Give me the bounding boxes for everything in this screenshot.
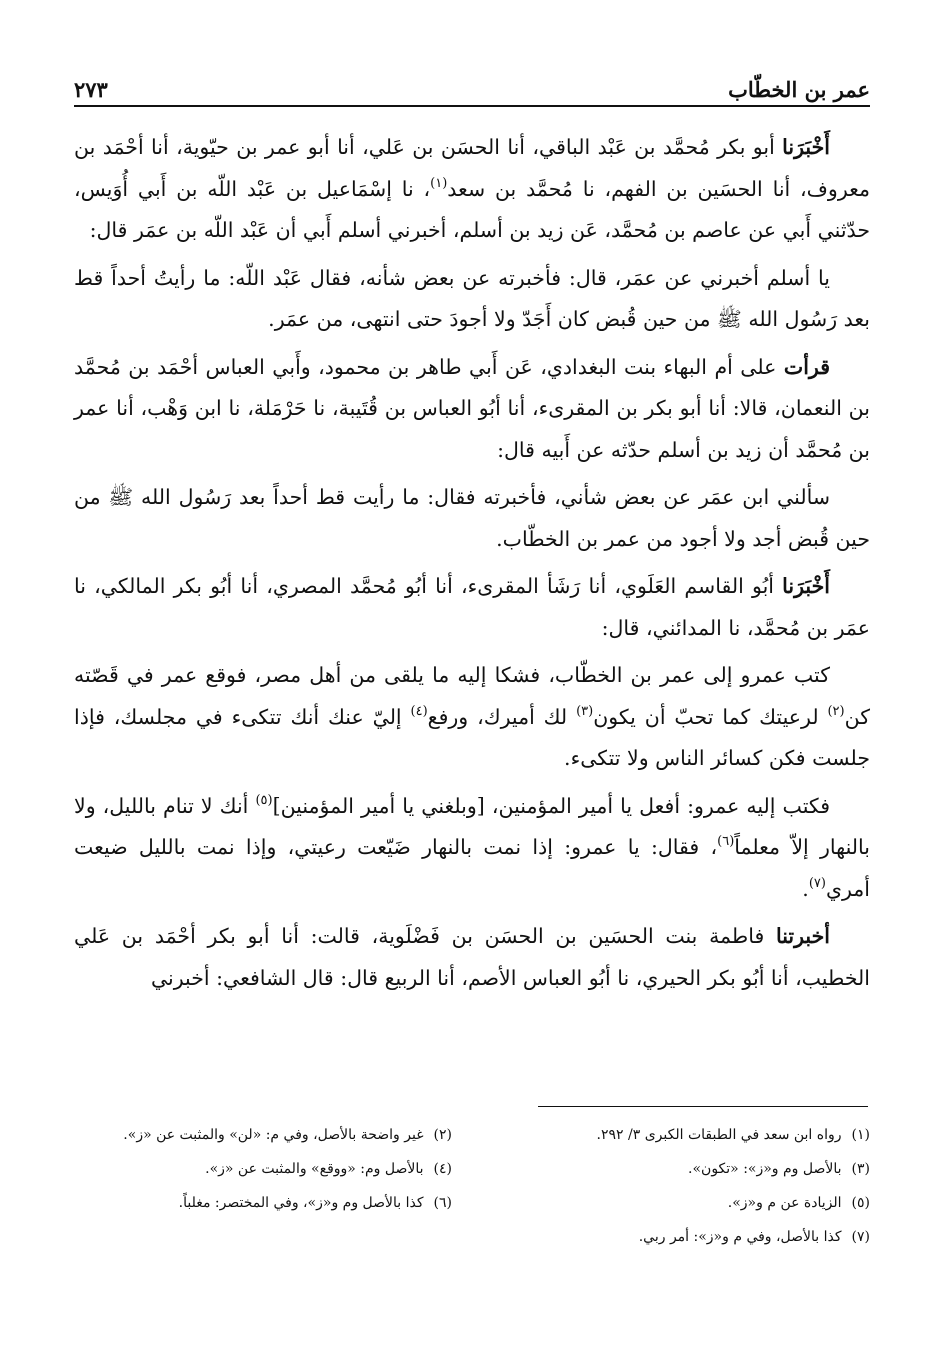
- paragraph-lead-word: أَخْبَرَنا: [782, 574, 830, 598]
- footnote-marker: (٣): [576, 703, 594, 719]
- text-segment: ، فقال: يا عمرو: إذا نمت بالنهار ضَيّعت رعيتي، وإذا نمت بالليل ضيعت أمري: [74, 835, 870, 901]
- footnote-number: (٥): [851, 1195, 870, 1211]
- footnote-item: [492, 1222, 870, 1252]
- footnote-marker: (٧): [808, 875, 826, 891]
- text-segment: فاطمة بنت الحسَين بن الحسَن بن فَضْلَوية، قالت: أنا أبو بكر أحْمَد بن عَلي الخطيب، أنا أبُو بكر الحيري، نا أبُو العباس الأصم، أنا الربيع قال: قال الشافعي: أخبرني: [74, 924, 870, 990]
- footnote-number: (١): [851, 1127, 870, 1143]
- footnote-marker: (٥): [255, 792, 273, 808]
- paragraph: [74, 916, 870, 999]
- footnote-item: [492, 1188, 870, 1218]
- text-segment: ، نا إسْمَاعيل بن عَبْد اللّه بن أَبي أُوَيس، حدّثني أَبي عن عاصم بن مُحمَّد، عَن زيد بن أسلم، أخبرني أسلم أَبي أن عَبْد اللّه بن عمَر قال:: [74, 176, 870, 242]
- footnote-item: [492, 1154, 870, 1184]
- footnote-text: بالأصل وم و«ز»: «تكون».: [688, 1161, 842, 1177]
- running-title: عمر بن الخطّاب: [728, 77, 870, 102]
- footnote-number: (٤): [433, 1161, 452, 1177]
- footnote-text: غير واضحة بالأصل، وفي م: «لن» والمثبت عن «ز».: [123, 1127, 424, 1143]
- footnote-separator: [538, 1106, 868, 1107]
- text-segment: إليّ عنك أنك تتكىء في مجلسك، فإذا جلست فكن كسائر الناس ولا تتكىء.: [74, 704, 870, 770]
- text-segment: أبُو القاسم العَلَوي، أنا رَشَأ المقرىء، أنا أبُو مُحمَّد المصري، أنا أبُو بكر المالكي، نا عمَر بن مُحمَّد، نا المدائني، قال:: [74, 574, 870, 640]
- paragraph: [74, 655, 870, 780]
- footnote-item: [492, 1120, 870, 1150]
- text-segment: لك أميرك، ورفع: [427, 704, 577, 729]
- paragraph-lead-word: قرأت: [783, 354, 830, 379]
- footnotes: [74, 1120, 870, 1252]
- text-segment: كتب عمرو إلى عمر بن الخطّاب، فشكا إليه ما يلقى من أهل مصر، فوقع عمر في قَصّته كن: [74, 663, 870, 729]
- footnote-marker: (١): [430, 175, 448, 191]
- footnote-text: كذا بالأصل، وفي م و«ز»: أمر ربي.: [638, 1229, 842, 1245]
- text-segment: .: [802, 876, 809, 901]
- footnote-marker: (٢): [827, 703, 845, 719]
- footnote-item: [74, 1188, 452, 1218]
- footnote-marker: (٦): [717, 834, 735, 849]
- text-segment: أبو بكر مُحمَّد بن عَبْد الباقي، أنا الحسَن بن عَلي، أنا أبو عمر بن حيّوية، أنا أحْمَد بن معروف، أنا الحسَين بن الفهم، نا مُحمَّد بن سعد: [74, 135, 870, 201]
- header-rule: [74, 105, 870, 107]
- footnote-item: [74, 1154, 452, 1184]
- footnote-item: [74, 1120, 452, 1150]
- footnote-number: (٢): [433, 1127, 452, 1143]
- paragraph: [74, 477, 870, 560]
- footnote-text: رواه ابن سعد في الطبقات الكبرى ٣/ ٢٩٢.: [596, 1127, 842, 1143]
- paragraph-lead-word: أَخْبَرَنا: [782, 135, 830, 159]
- text-segment: يا أسلم أخبرني عن عمَر، قال: فأخبرته عن بعض شأنه، فقال عَبْد اللّه: ما رأيتُ أحداً قط بعد رَسُول الله ﷺ من حين قُبض كان أَجَدّ ولا أجودَ حتى انتهى، من عمَر.: [74, 265, 870, 331]
- footnote-text: بالأصل وم: «ووقع» والمثبت عن «ز».: [205, 1161, 424, 1177]
- paragraph: [74, 786, 870, 911]
- footnote-number: (٧): [851, 1229, 870, 1245]
- footnote-text: الزيادة عن م و«ز».: [727, 1195, 842, 1211]
- footnote-marker: (٤): [410, 703, 428, 719]
- text-segment: أنك لا تنام بالليل، ولا بالنهار إلاّ معلماً: [74, 793, 871, 859]
- paragraph: [74, 127, 870, 252]
- text-segment: فكتب إليه عمرو: أفعل يا أمير المؤمنين، [وبلغني يا أمير المؤمنين]: [272, 793, 830, 818]
- page-header: [74, 68, 870, 102]
- footnote-number: (٦): [433, 1195, 452, 1211]
- paragraph: [74, 347, 870, 472]
- paragraph: [74, 566, 870, 649]
- paragraph-lead-word: أخبرتنا: [775, 924, 830, 948]
- text-segment: على أم البهاء بنت البغدادي، عَن أَبي طاهر بن محمود، وأَبي العباس أحْمَد بن مُحمَّد بن النعمان، قالا: أنا أبو بكر بن المقرىء، أنا أبُو العباس بن قُتَيبة، نا حَرْمَلة، نا ابن وَهْب، أنا عمر بن مُحمَّد أن زيد بن أسلم حدّثه عن أَبيه قال:: [74, 354, 870, 462]
- paragraph: [74, 258, 870, 341]
- footnote-text: كذا بالأصل وم و«ز»، وفي المختصر: مغلباً.: [178, 1195, 424, 1211]
- page-number: ٢٧٣: [74, 77, 108, 102]
- footnote-number: (٣): [851, 1161, 870, 1177]
- main-text: [74, 127, 870, 1005]
- text-segment: لرعيتك كما تحبّ أن يكون: [593, 704, 828, 729]
- text-segment: سألني ابن عمَر عن بعض شأني، فأخبرته فقال: ما رأيت قط أحداً بعد رَسُول الله ﷺ من حين قُبض أجد ولا أجود من عمر بن الخطّاب.: [74, 485, 870, 551]
